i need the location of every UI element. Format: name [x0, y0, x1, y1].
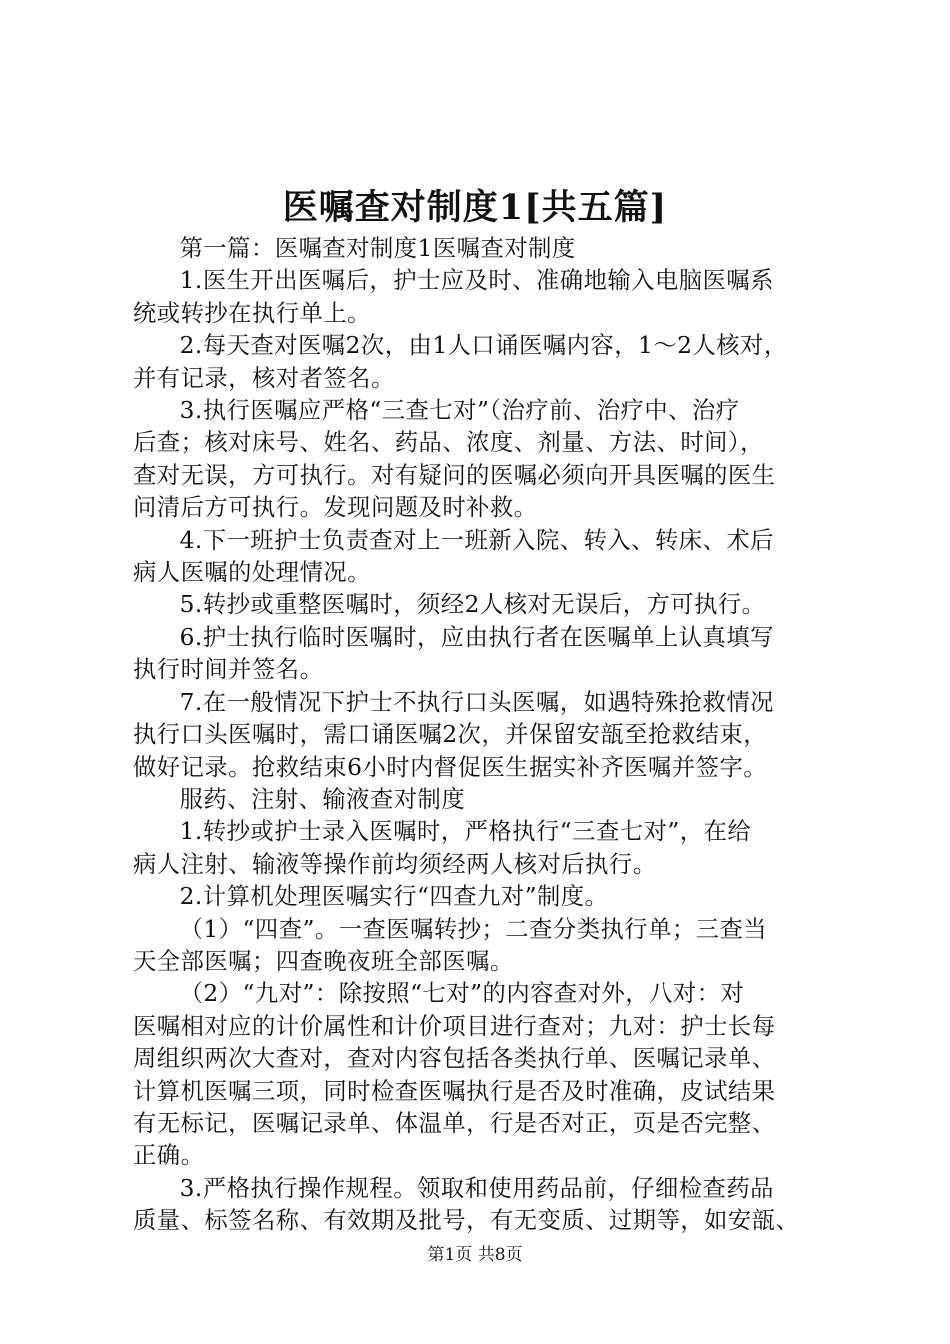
paragraph — [133, 525, 833, 590]
paragraph-line: 正确。 — [133, 1142, 205, 1170]
paragraph-line: 2.每天查对医嘱2次，由1人口诵医嘱内容，1～2人核对， — [179, 332, 788, 360]
paragraph-line: 3.执行医嘱应严格“三查七对”（治疗前、治疗中、治疗 — [179, 397, 740, 425]
paragraph-line: 4.下一班护士负责查对上一班新入院、转入、转床、术后 — [179, 526, 774, 554]
paragraph — [133, 265, 833, 330]
paragraph — [133, 233, 833, 265]
paragraph-line: 6.护士执行临时医嘱时，应由执行者在医嘱单上认真填写 — [179, 623, 774, 651]
paragraph — [133, 784, 833, 816]
paragraph-line: （2）“九对”：除按照“七对”的内容查对外，八对：对 — [179, 980, 745, 1008]
paragraph-line: 周组织两次大查对，查对内容包括各类执行单、医嘱记录单、 — [133, 1045, 776, 1073]
paragraph — [133, 914, 833, 979]
paragraph-line: 后查；核对床号、姓名、药品、浓度、剂量、方法、时间）， — [133, 429, 764, 457]
paragraph-line: 问清后方可执行。发现问题及时补救。 — [133, 494, 538, 522]
paragraph-line: 计算机医嘱三项，同时检查医嘱执行是否及时准确，皮试结果 — [133, 1077, 776, 1105]
paragraph-line: 病人注射、输液等操作前均须经两人核对后执行。 — [133, 850, 657, 878]
paragraph — [133, 1173, 833, 1238]
paragraph — [133, 687, 833, 784]
paragraph-line: 执行口头医嘱时，需口诵医嘱2次，并保留安瓿至抢救结束， — [133, 721, 768, 749]
paragraph-line: 并有记录，核对者签名。 — [133, 364, 395, 392]
paragraph — [133, 589, 833, 621]
paragraph-line: 质量、标签名称、有效期及批号，有无变质、过期等，如安瓿、 — [133, 1207, 800, 1235]
paragraph-line: 2.计算机处理医嘱实行“四查九对”制度。 — [179, 883, 609, 911]
paragraph-line: 3.严格执行操作规程。领取和使用药品前，仔细检查药品 — [179, 1174, 774, 1202]
paragraph-line: 1.转抄或护士录入医嘱时，严格执行“三查七对”，在给 — [179, 818, 752, 846]
paragraph — [133, 816, 833, 881]
paragraph — [133, 881, 833, 913]
paragraph — [133, 622, 833, 687]
page-footer: 第1页 共8页 — [427, 1245, 523, 1265]
paragraph-line: 查对无误，方可执行。对有疑问的医嘱必须向开具医嘱的医生 — [133, 461, 776, 489]
paragraph — [133, 395, 833, 525]
paragraph-line: 执行时间并签名。 — [133, 656, 324, 684]
paragraph-line: 有无标记，医嘱记录单、体温单，行是否对正，页是否完整、 — [133, 1109, 776, 1137]
paragraph — [133, 978, 833, 1172]
paragraph-line: （1）“四查”。一查医嘱转抄；二查分类执行单；三查当 — [179, 915, 768, 943]
paragraph-line: 服药、注射、输液查对制度 — [179, 785, 466, 813]
document-body — [133, 233, 833, 1238]
paragraph-line: 病人医嘱的处理情况。 — [133, 559, 371, 587]
paragraph-line: 医嘱相对应的计价属性和计价项目进行查对；九对：护士长每 — [133, 1012, 776, 1040]
paragraph-line: 天全部医嘱；四查晚夜班全部医嘱。 — [133, 947, 514, 975]
paragraph-line: 7.在一般情况下护士不执行口头医嘱，如遇特殊抢救情况 — [179, 688, 774, 716]
document-title: 医嘱查对制度1[共五篇] — [282, 187, 668, 228]
paragraph-line: 做好记录。抢救结束6小时内督促医生据实补齐医嘱并签字。 — [133, 753, 768, 781]
paragraph-line: 第一篇：医嘱查对制度1医嘱查对制度 — [179, 235, 576, 262]
paragraph-line: 1.医生开出医嘱后，护士应及时、准确地输入电脑医嘱系 — [179, 267, 774, 295]
paragraph-line: 5.转抄或重整医嘱时，须经2人核对无误后，方可执行。 — [179, 591, 766, 619]
paragraph — [133, 330, 833, 395]
paragraph-line: 统或转抄在执行单上。 — [133, 299, 371, 327]
